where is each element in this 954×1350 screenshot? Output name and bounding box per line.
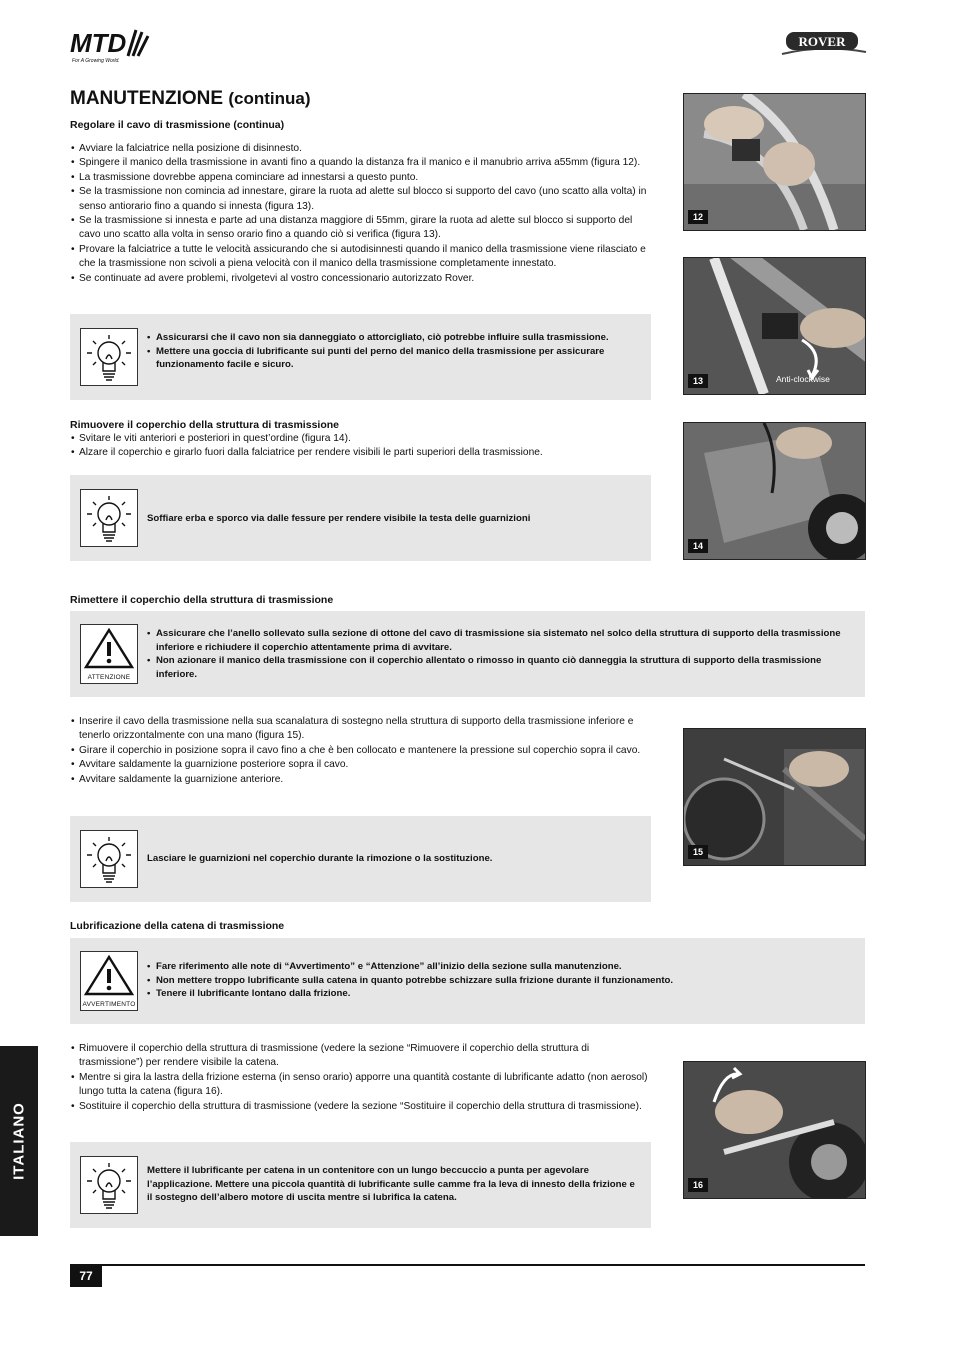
caution-text [147, 627, 852, 681]
page-title [70, 88, 311, 110]
caution-box-replace-cover [70, 611, 865, 697]
warning-triangle-icon [80, 951, 138, 1011]
list-item: • Assicurarsi che il cavo non sia danneggiato o attorcigliato, ciò potrebbe influire sulla trasmissione. [147, 331, 637, 345]
figure-12-photo [683, 93, 866, 231]
rotation-direction-label: Anti-clockwise [776, 374, 830, 384]
lightbulb-icon [80, 489, 138, 547]
figure-number: 12 [688, 210, 708, 224]
rover-logo [778, 28, 868, 58]
language-label: ITALIANO [10, 1102, 28, 1180]
lubrication-steps [70, 1042, 655, 1114]
lightbulb-icon [80, 1156, 138, 1214]
figure-14-photo [683, 422, 866, 560]
list-item: • Avvitare saldamente la guarnizione anteriore. [70, 773, 655, 787]
list-item: • Assicurare che l’anello sollevato sulla sezione di ottone del cavo di trasmissione sia sistemato nel solco della struttura di supporto della trasmissione inferiore e richiudere il coperchio attentamente prima di avvitare. [147, 627, 852, 654]
figure-13-photo [683, 257, 866, 395]
warning-text [147, 960, 852, 1001]
svg-text:For A Growing World.: For A Growing World. [72, 58, 120, 64]
list-item: • Alzare il coperchio e girarlo fuori dalla falciatrice per rendere visibili le parti superiori della trasmissione. [70, 446, 655, 460]
figure-number: 15 [688, 845, 708, 859]
figure-15-photo [683, 728, 866, 866]
list-item: • Mettere una goccia di lubrificante sui punti del perno del manico della trasmissione per assicurare funzionamento facile e sicuro. [147, 345, 637, 372]
warning-triangle-icon [80, 624, 138, 684]
page-number: 77 [70, 1265, 102, 1287]
lightbulb-icon [80, 830, 138, 888]
list-item: • Mentre si gira la lastra della frizione esterna (in senso orario) apporre una quantità costante di lubrificante adatto (non aerosol) lungo tutta la catena (figura 16). [70, 1071, 655, 1100]
list-item: • Non azionare il manico della trasmissione con il coperchio allentato o rimosso in quanto ciò danneggia la struttura di supporto della trasmissione inferiore. [147, 654, 852, 681]
figure-number: 16 [688, 1178, 708, 1192]
list-item: • Inserire il cavo della trasmissione nella sua scanalatura di sostegno nella struttura di supporto della trasmissione inferiore e tenerlo orizzontalmente con una mano (figura 15). [70, 715, 655, 744]
replace-cover-steps [70, 715, 655, 787]
tip-box-blow-debris [70, 475, 651, 561]
list-item: • Fare riferimento alle note di “Avvertimento” e “Attenzione” all’inizio della sezione sulla manutenzione. [147, 960, 852, 974]
tip-box-gaskets [70, 816, 651, 902]
figure-16-photo [683, 1061, 866, 1199]
svg-text:ROVER: ROVER [798, 34, 846, 49]
title-paren: (continua) [228, 89, 311, 108]
list-item: • Se la trasmissione non comincia ad innestare, girare la ruota ad alette sul blocco si supporto del cavo (uno scatto alla volta) in senso antiorario fino a quando si innesta (figura 13). [70, 185, 655, 214]
figure-number: 13 [688, 374, 708, 388]
list-item: • Spingere il manico della trasmissione in avanti fino a quando la distanza fra il manico e il manubrio arriva a55mm (figura 12). [70, 156, 655, 170]
title-main: MANUTENZIONE [70, 88, 224, 109]
section-heading-adjust-cable: Regolare il cavo di trasmissione (continua) [70, 119, 285, 131]
language-tab [0, 1046, 38, 1236]
warning-box-lubrication [70, 938, 865, 1024]
warning-label: ATTENZIONE [87, 674, 131, 681]
section-heading-replace-cover: Rimettere il coperchio della struttura di trasmissione [70, 594, 334, 606]
warning-label: AVVERTIMENTO [82, 1001, 136, 1008]
list-item: • La trasmissione dovrebbe appena cominciare ad innestarsi a questo punto. [70, 171, 655, 185]
list-item: • Sostituire il coperchio della struttura di trasmissione (vedere la sezione “Sostituire il coperchio della struttura di trasmissione). [70, 1100, 655, 1114]
footer-rule [70, 1264, 865, 1266]
list-item: • Provare la falciatrice a tutte le velocità assicurando che si autodisinnesti quando il manico della trasmissione viene rilasciato e che la trasmissione non scivoli a piena velocità con il manico della trasmissione completamente innestato. [70, 243, 655, 272]
list-item: • Avviare la falciatrice nella posizione di disinnesto. [70, 142, 655, 156]
svg-text:MTD: MTD [70, 28, 127, 58]
tip-box-cable [70, 314, 651, 400]
tip-text: Lasciare le guarnizioni nel coperchio durante la rimozione o la sostituzione. [147, 853, 493, 864]
figure-number: 14 [688, 539, 708, 553]
mtd-logo [70, 26, 150, 66]
remove-cover-steps [70, 432, 655, 461]
adjust-cable-steps [70, 142, 655, 286]
list-item: • Se la trasmissione si innesta e parte ad una distanza maggiore di 55mm, girare la ruota ad alette sul blocco si supporto del cavo uno scatto alla volta in senso orario fino a quando ciò si verifica (figura 13). [70, 214, 655, 243]
list-item: • Rimuovere il coperchio della struttura di trasmissione (vedere la sezione “Rimuovere il coperchio della struttura di trasmissione”) per rendere visibile la catena. [70, 1042, 655, 1071]
list-item: • Avvitare saldamente la guarnizione posteriore sopra il cavo. [70, 758, 655, 772]
list-item: • Svitare le viti anteriori e posteriori in quest’ordine (figura 14). [70, 432, 655, 446]
list-item: • Non mettere troppo lubrificante sulla catena in quanto potrebbe schizzare sulla frizione durante il funzionamento. [147, 974, 852, 988]
section-heading-chain-lubrication: Lubrificazione della catena di trasmissione [70, 920, 285, 932]
lightbulb-icon [80, 328, 138, 386]
tip-text [147, 331, 637, 372]
section-heading-remove-cover: Rimuovere il coperchio della struttura di trasmissione [70, 419, 339, 431]
list-item: • Girare il coperchio in posizione sopra il cavo fino a che è ben collocato e mantenere la pressione sul coperchio sopra il cavo. [70, 744, 655, 758]
tip-text: Soffiare erba e sporco via dalle fessure per rendere visibile la testa delle guarnizioni [147, 513, 531, 524]
tip-box-chain-oil [70, 1142, 651, 1228]
tip-text: Mettere il lubrificante per catena in un contenitore con un lungo beccuccio a punta per agevolare l’applicazione. Mettere una piccola quantità di lubrificante sulle camme fra la leva di innesto della frizione e il sostegno dell’albero motore di uscita mentre si lubrifica la catena. [147, 1165, 635, 1204]
list-item: • Tenere il lubrificante lontano dalla frizione. [147, 987, 852, 1001]
list-item: • Se continuate ad avere problemi, rivolgetevi al vostro concessionario autorizzato Rover. [70, 272, 655, 286]
